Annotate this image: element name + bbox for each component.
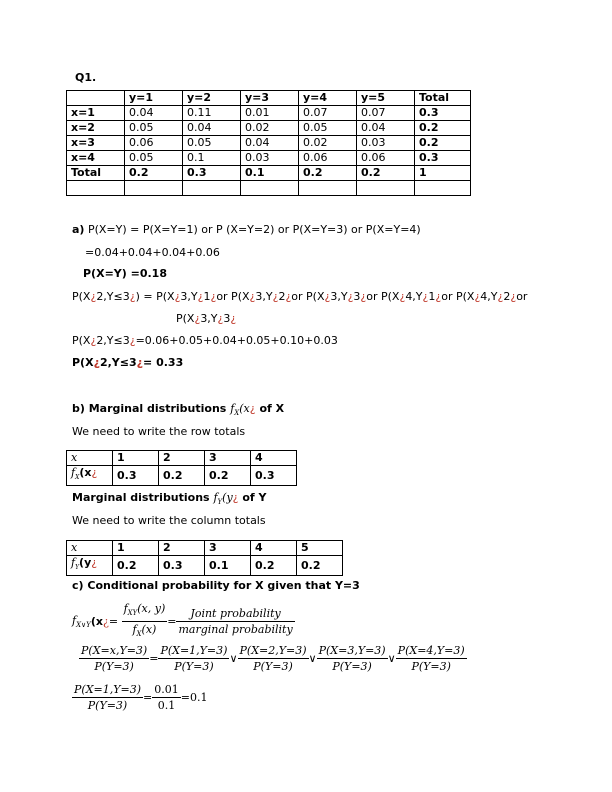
table-row [67,166,471,181]
table-cell: 0.2 [299,166,357,181]
table-cell [357,181,415,196]
formula-text: 2,Y≤3 [99,356,137,369]
table-cell: 0.04 [357,121,415,136]
table-cell [67,181,125,196]
table-row [67,106,471,121]
part-a-line5 [176,312,236,325]
table-cell: y=5 [357,91,415,106]
probability-value: 0.3 [251,466,297,486]
formula-text: 3 [223,312,231,325]
table-cell: y=2 [183,91,241,106]
red-marker: ¿ [217,312,224,325]
red-marker: ¿ [360,290,367,303]
table-cell: 0.04 [183,121,241,136]
function-label: $f_Y(y¿$ [67,556,113,576]
value-header: 2 [159,451,205,466]
formula-text: or P(X [216,290,250,303]
table-cell [299,181,357,196]
formula-text: or P(X [441,290,475,303]
table-cell: 0.06 [299,151,357,166]
table-cell: y=4 [299,91,357,106]
formula-text: 3 [353,290,361,303]
part-b-title-prefix: b) Marginal distributions [72,402,227,415]
formula-text: or P(X [366,290,400,303]
red-marker: ¿ [399,290,406,303]
fx-symbol: $f_X$ [230,402,240,418]
part-a-result: P(X=Y) =0.18 [83,267,167,280]
conditional-expansion-equation: $\frac{P(X=x,Y=3)}{P(Y=3)}$ = $\frac{P(X=1,Y=3)}{P(Y=3)}$ ∨ $\frac{P(X=2,Y=3)}{P(Y=3)}$ ∨ $\frac{P(X=3,Y=3)}{P(Y=3)}$ ∨ $\frac{P(X=4,Y=3)}{P(Y=3)}$ [81,644,465,673]
formula-text: or P(X [291,290,325,303]
table-cell: 0.02 [299,136,357,151]
red-marker: ¿ [249,290,256,303]
table-cell: Total [415,91,471,106]
table-cell: 0.04 [241,136,299,151]
formula-text: P(X [72,356,94,369]
red-marker: ¿ [93,356,100,369]
table-cell: 0.2 [125,166,183,181]
red-marker: ¿ [194,312,201,325]
probability-value: 0.2 [297,556,343,576]
table-cell [415,181,471,196]
probability-value: 0.2 [251,556,297,576]
red-marker: ¿ [422,290,429,303]
formula-text: =0.06+0.05+0.04+0.05+0.10+0.03 [135,334,338,347]
formula-text: 2 [503,290,511,303]
red-marker: ¿ [510,290,517,303]
table-row [67,181,471,196]
part-b-title2: Marginal distributions $f_Y(y¿$ of Y [72,491,267,507]
red-marker: ¿ [285,290,292,303]
table-cell [183,181,241,196]
table-row [67,136,471,151]
table-cell: 0.06 [357,151,415,166]
formula-text: P(X [176,312,195,325]
table-cell: 0.3 [183,166,241,181]
formula-text: or [516,290,528,303]
table-cell: 0.07 [299,106,357,121]
table-cell: y=1 [125,91,183,106]
part-a-line1 [72,223,421,236]
question-label: Q1. [75,71,97,84]
red-marker: ¿ [435,290,442,303]
formula-text: 2,Y≤3 [96,334,130,347]
part-a-text1: P(X=Y) = P(X=Y=1) or P (X=Y=2) or P(X=Y=3) or P(X=Y=4) [87,223,421,236]
formula-text: 2,Y≤3 [96,290,130,303]
table-cell: 0.03 [241,151,299,166]
formula-text: 1 [203,290,211,303]
formula-text: ) = P(X [135,290,175,303]
value-header: 1 [113,451,159,466]
probability-value: 0.1 [205,556,251,576]
variable-label: x [67,541,113,556]
table-header-row [67,91,471,106]
part-c-title: c) Conditional probability for X given that Y=3 [72,579,360,592]
table-cell: 0.11 [183,106,241,121]
part-b-note2: We need to write the column totals [72,514,266,527]
table-cell: x=4 [67,151,125,166]
probability-value: 0.3 [159,556,205,576]
part-b-title2-suffix: of Y [242,491,267,504]
fraction-words: $\frac{\text{Joint probability}}{\text{marginal probability}}$ [178,607,293,637]
variable-label: x [67,451,113,466]
table-cell: 0.05 [125,121,183,136]
part-b-title: b) Marginal distributions $f_X(x¿$ of X [72,402,285,418]
table-cell: 0.2 [415,136,471,151]
function-label: $f_X(x¿$ [67,466,113,486]
table-header-row [67,451,297,466]
red-marker: ¿ [174,290,181,303]
table-cell: 0.05 [183,136,241,151]
probability-value: 0.2 [205,466,251,486]
table-cell: 0.3 [415,151,471,166]
formula-text: 2 [278,290,286,303]
red-marker: ¿ [210,290,217,303]
red-marker: ¿ [129,334,136,347]
part-a-label: a) [72,223,85,236]
table-cell: 1 [415,166,471,181]
formula-text: P(X [72,290,91,303]
table-cell: 0.05 [299,121,357,136]
table-cell: 0.3 [415,106,471,121]
red-marker: ¿ [497,290,504,303]
marginal-y-table [66,540,343,576]
red-marker: ¿ [230,312,237,325]
part-a-line6 [72,334,338,347]
table-cell: 0.01 [241,106,299,121]
table-cell: 0.2 [357,166,415,181]
formula-text: 4,Y [405,290,423,303]
red-marker: ¿ [474,290,481,303]
red-marker: ¿ [136,356,144,369]
part-a-final-result [72,356,183,369]
red-marker: ¿ [347,290,354,303]
table-cell: x=3 [67,136,125,151]
table-cell: x=2 [67,121,125,136]
table-cell: 0.07 [357,106,415,121]
value-header: 4 [251,451,297,466]
formula-text: 1 [428,290,436,303]
table-cell: x=1 [67,106,125,121]
conditional-definition-equation: $f_{X\vee Y}(x¿=$ $\frac{f_{XY}(x, y)}{f_X(x)}$ = $\frac{\text{Joint probability}}{\text{marginal probability}}$ [72,601,295,642]
value-header: 3 [205,451,251,466]
value-header: 3 [205,541,251,556]
marginal-x-table [66,450,297,486]
red-marker: ¿ [90,290,97,303]
table-cell: y=3 [241,91,299,106]
formula-text: 4,Y [480,290,498,303]
probability-value: 0.2 [113,556,159,576]
table-cell: 0.04 [125,106,183,121]
part-a-line4 [72,290,527,303]
part-b-title-suffix: of X [259,402,285,415]
formula-text: 3,Y [200,312,218,325]
formula-text: 3,Y [180,290,198,303]
red-marker: ¿ [129,290,136,303]
formula-text: = 0.33 [143,356,184,369]
table-cell: 0.1 [241,166,299,181]
table-cell: 0.05 [125,151,183,166]
conditional-result-equation: $\frac{P(X=1,Y=3)}{P(Y=3)}$ = $\frac{0.01}{0.1}$ =0.1 [74,683,208,712]
part-b-note: We need to write the row totals [72,425,246,438]
table-cell [67,91,125,106]
table-row [67,121,471,136]
value-header: 1 [113,541,159,556]
table-cell: Total [67,166,125,181]
table-cell [125,181,183,196]
probability-value: 0.2 [159,466,205,486]
red-marker: ¿ [197,290,204,303]
table-row [67,151,471,166]
value-header: 2 [159,541,205,556]
fy-symbol: $f_Y$ [213,491,223,507]
red-marker: ¿ [90,334,97,347]
joint-probability-table [66,90,471,196]
table-row [67,466,297,486]
formula-text: P(X [72,334,91,347]
value-header: 5 [297,541,343,556]
table-cell: 0.2 [415,121,471,136]
formula-text: 3,Y [330,290,348,303]
probability-value: 0.3 [113,466,159,486]
formula-text: 3,Y [255,290,273,303]
part-b-title2-prefix: Marginal distributions [72,491,210,504]
value-header: 4 [251,541,297,556]
table-cell: 0.06 [125,136,183,151]
table-cell: 0.1 [183,151,241,166]
red-marker: ¿ [324,290,331,303]
fraction-joint-over-marginal: $\frac{f_{XY}(x, y)}{f_X(x)}$ [123,602,166,639]
table-cell [241,181,299,196]
table-header-row [67,541,343,556]
table-row [67,556,343,576]
table-cell: 0.02 [241,121,299,136]
red-marker: ¿ [272,290,279,303]
part-a-line2: =0.04+0.04+0.04+0.06 [85,246,220,259]
table-cell: 0.03 [357,136,415,151]
